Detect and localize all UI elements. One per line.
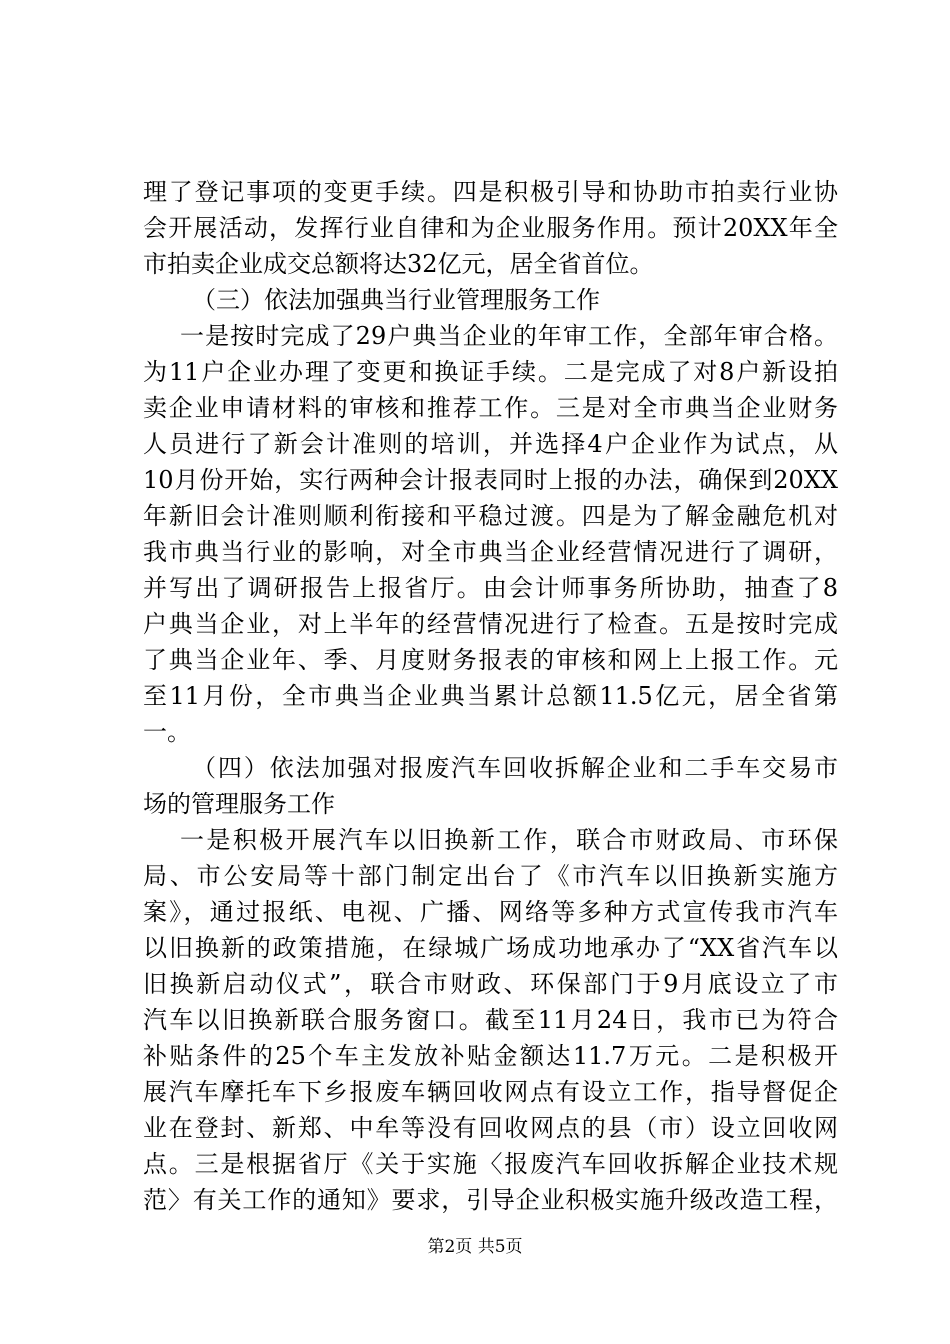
- paragraph-line: 局、市公安局等十部门制定出台了《市汽车以旧换新实施方: [143, 862, 838, 890]
- paragraph-line: 理了登记事项的变更手续。四是积极引导和协助市拍卖行业协: [143, 178, 838, 206]
- paragraph-line: 汽车以旧换新联合服务窗口。截至11月24日，我市已为符合: [143, 1006, 838, 1034]
- paragraph-line: 业在登封、新郑、中牟等没有回收网点的县（市）设立回收网: [143, 1114, 838, 1142]
- paragraph-line: 旧换新启动仪式”，联合市财政、环保部门于9月底设立了市: [143, 970, 838, 998]
- paragraph-line: 案》，通过报纸、电视、广播、网络等多种方式宣传我市汽车: [143, 898, 838, 926]
- paragraph-line: 户典当企业，对上半年的经营情况进行了检查。五是按时完成: [143, 610, 838, 638]
- paragraph-line: 人员进行了新会计准则的培训，并选择4户企业作为试点，从: [143, 430, 838, 458]
- paragraph-line: 市拍卖企业成交总额将达32亿元，居全省首位。: [143, 250, 654, 278]
- paragraph-line: 以旧换新的政策措施，在绿城广场成功地承办了“XX省汽车以: [143, 934, 838, 962]
- paragraph-line: 至11月份，全市典当企业典当累计总额11.5亿元，居全省第: [143, 682, 838, 710]
- section-heading: （四）依法加强对报废汽车回收拆解企业和二手车交易市: [192, 754, 838, 782]
- paragraph-line: 范〉有关工作的通知》要求，引导企业积极实施升级改造工程，: [143, 1186, 838, 1214]
- paragraph-line: 为11户企业办理了变更和换证手续。二是完成了对8户新设拍: [143, 358, 838, 386]
- paragraph-line: 年新旧会计准则顺利衔接和平稳过渡。四是为了解金融危机对: [143, 502, 838, 530]
- paragraph-line: 展汽车摩托车下乡报废车辆回收网点有设立工作，指导督促企: [143, 1078, 838, 1106]
- section-heading: （三）依法加强典当行业管理服务工作: [192, 286, 600, 314]
- paragraph-line: 我市典当行业的影响，对全市典当企业经营情况进行了调研，: [143, 538, 838, 566]
- paragraph-line: 一是按时完成了29户典当企业的年审工作，全部年审合格。: [180, 322, 838, 350]
- paragraph-line: 卖企业申请材料的审核和推荐工作。三是对全市典当企业财务: [143, 394, 838, 422]
- paragraph-line: 会开展活动，发挥行业自律和为企业服务作用。预计20XX年全: [143, 214, 838, 242]
- paragraph-line: 点。三是根据省厅《关于实施〈报废汽车回收拆解企业技术规: [143, 1150, 838, 1178]
- paragraph-line: 补贴条件的25个车主发放补贴金额达11.7万元。二是积极开: [143, 1042, 838, 1070]
- paragraph-line: 并写出了调研报告上报省厅。由会计师事务所协助，抽查了8: [143, 574, 838, 602]
- paragraph-line: 了典当企业年、季、月度财务报表的审核和网上上报工作。元: [143, 646, 838, 674]
- paragraph-line: 一。: [143, 718, 191, 746]
- paragraph-line: 10月份开始，实行两种会计报表同时上报的办法，确保到20XX: [143, 466, 838, 494]
- paragraph-line: 一是积极开展汽车以旧换新工作，联合市财政局、市环保: [180, 826, 838, 854]
- section-heading: 场的管理服务工作: [143, 790, 335, 818]
- page-number-footer: 第2页 共5页: [427, 1237, 523, 1257]
